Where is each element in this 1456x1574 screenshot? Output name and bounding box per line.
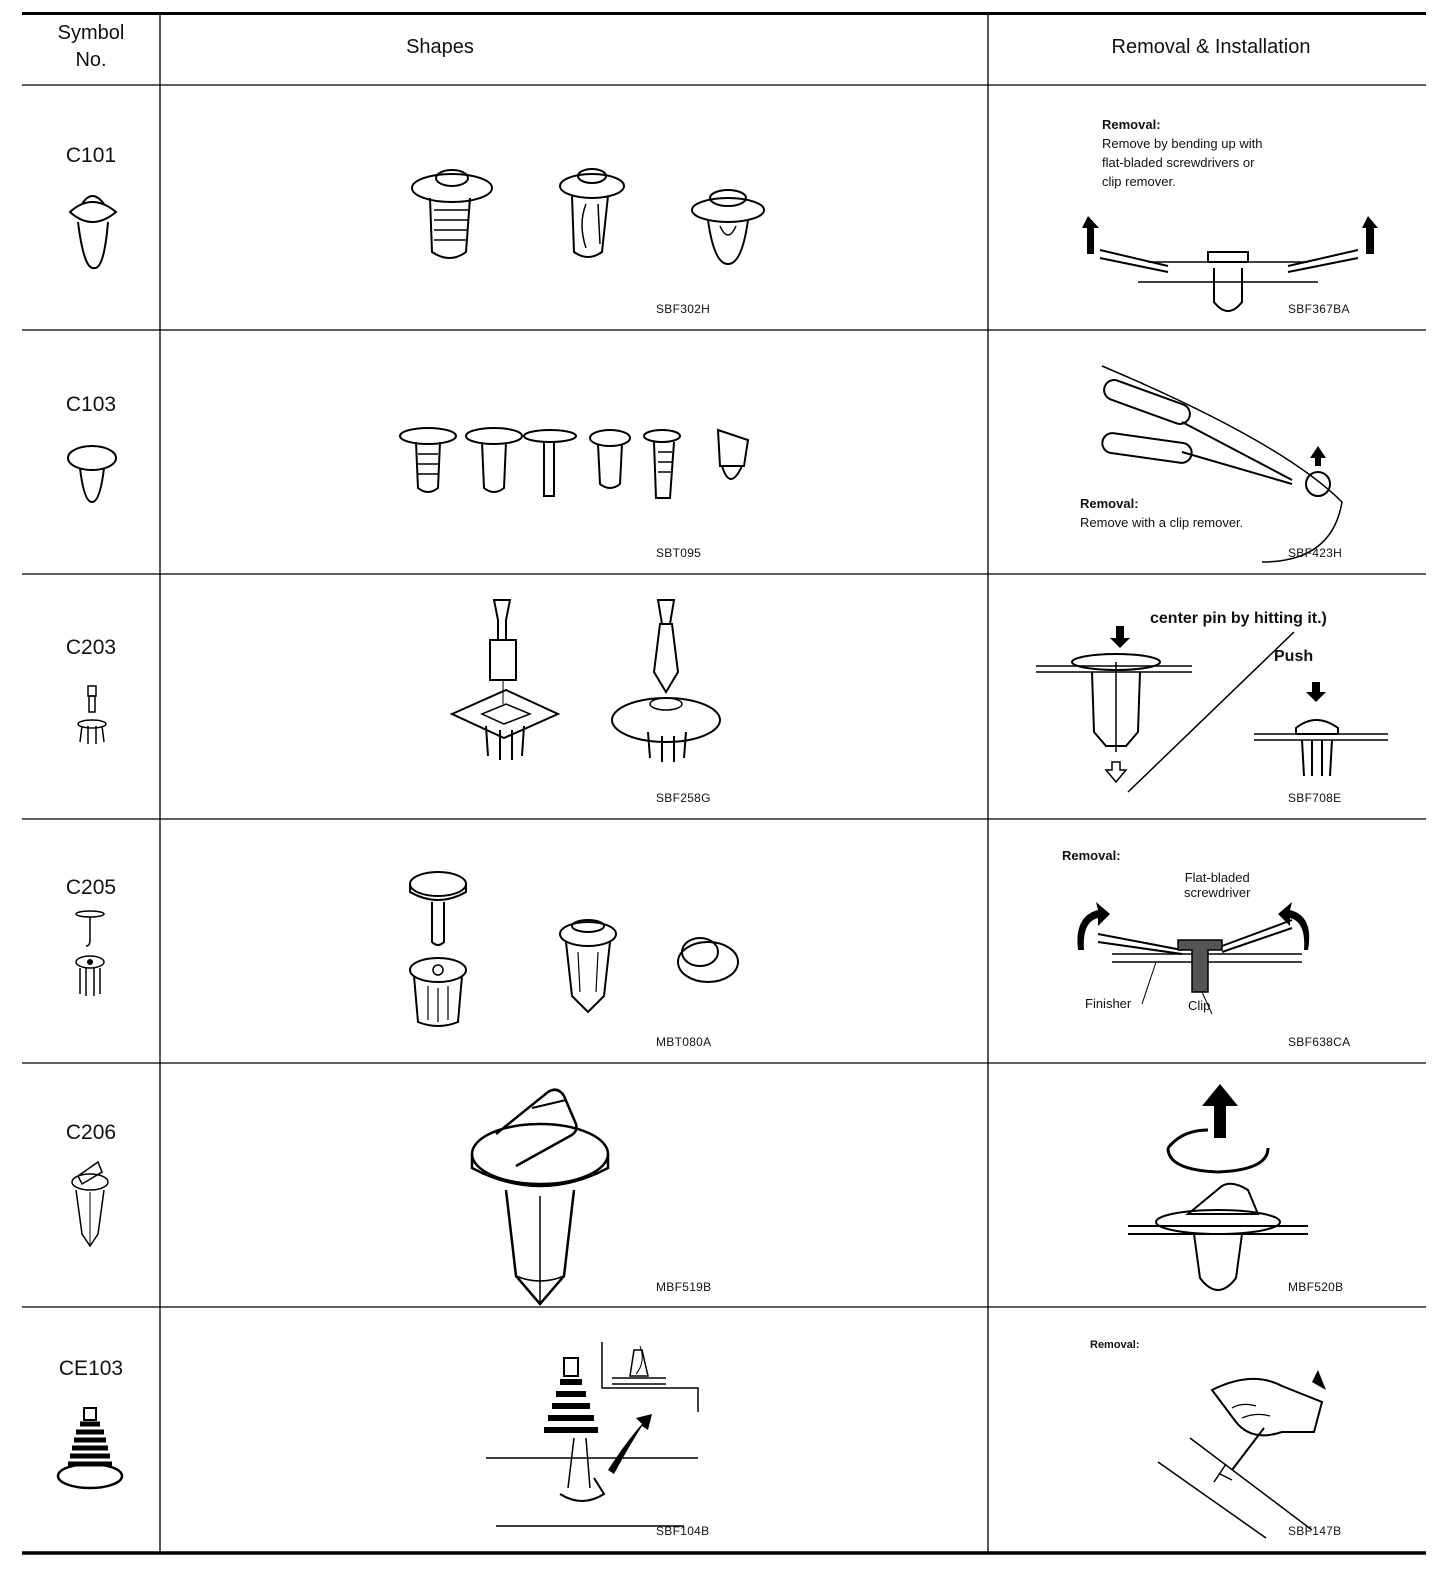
header-symbol-no: Symbol No.	[57, 22, 125, 71]
ce103-shape-illustration	[462, 1338, 702, 1538]
symbol-c203: C203	[65, 636, 117, 659]
c203-removal-code: SBF708E	[1288, 791, 1342, 805]
c103-removal-illustration	[1082, 362, 1382, 572]
c205-removal-illustration	[1052, 892, 1352, 1002]
symbol-c103: C103	[65, 393, 117, 416]
ce103-removal-illustration	[1132, 1362, 1352, 1542]
ce103-shape-code: SBF104B	[656, 1524, 710, 1538]
c206-clip-icon	[68, 1158, 112, 1248]
ce103-removal-code: SBF147B	[1288, 1524, 1342, 1538]
symbol-c101: C101	[65, 144, 117, 167]
c203-removal-illustration	[1032, 622, 1382, 792]
c103-shape-illustration	[398, 426, 758, 506]
c206-removal-code: MBF520B	[1288, 1280, 1344, 1294]
c203-push-label: Push	[1274, 648, 1314, 665]
header-shapes: Shapes	[406, 36, 474, 58]
symbol-ce103: CE103	[58, 1357, 124, 1380]
c203-shape-code: SBF258G	[656, 791, 711, 805]
c101-shape-code: SBF302H	[656, 302, 711, 316]
c205-removal-title: Removal:	[1062, 848, 1121, 863]
c103-removal-code: SBF423H	[1288, 546, 1343, 560]
c101-shape-illustration	[402, 164, 752, 274]
header-removal-installation: Removal & Installation	[1111, 36, 1311, 58]
c206-shape-code: MBF519B	[656, 1280, 712, 1294]
c103-removal-title: Removal:	[1080, 496, 1139, 511]
c103-clip-icon	[66, 444, 120, 516]
c101-removal-code: SBF367BA	[1288, 302, 1350, 316]
c205-shape-illustration	[408, 872, 728, 1032]
c103-shape-code: SBT095	[656, 546, 702, 560]
c203-shape-illustration	[446, 596, 736, 766]
c101-removal-title: Removal:	[1102, 117, 1161, 132]
ce103-removal-title: Removal:	[1090, 1339, 1140, 1351]
c205-tool-label: Flat-bladed screwdriver	[1184, 870, 1251, 900]
c101-clip-icon	[60, 182, 124, 272]
clip-table	[22, 12, 1426, 1556]
c103-removal-note	[1080, 494, 1320, 532]
c205-shape-code: MBT080A	[656, 1035, 712, 1049]
c203-removal-caption: center pin by hitting it.)	[1150, 610, 1327, 627]
c101-removal-note	[1102, 115, 1342, 191]
symbol-c206: C206	[65, 1121, 117, 1144]
c205-clip-icon	[72, 910, 112, 1000]
c205-removal-code: SBF638CA	[1288, 1035, 1351, 1049]
ce103-clip-icon	[56, 1406, 126, 1492]
c205-clip-label: Clip	[1188, 998, 1211, 1013]
c206-shape-illustration	[466, 1080, 616, 1312]
c103-removal-text: Remove with a clip remover.	[1080, 515, 1244, 530]
c206-removal-illustration	[1122, 1082, 1322, 1302]
c203-clip-icon	[76, 684, 110, 750]
c205-finisher-label: Finisher	[1085, 996, 1132, 1011]
c101-removal-text: Remove by bending up with flat-bladed screwdrivers or clip remover.	[1102, 136, 1263, 189]
symbol-c205: C205	[65, 876, 117, 899]
